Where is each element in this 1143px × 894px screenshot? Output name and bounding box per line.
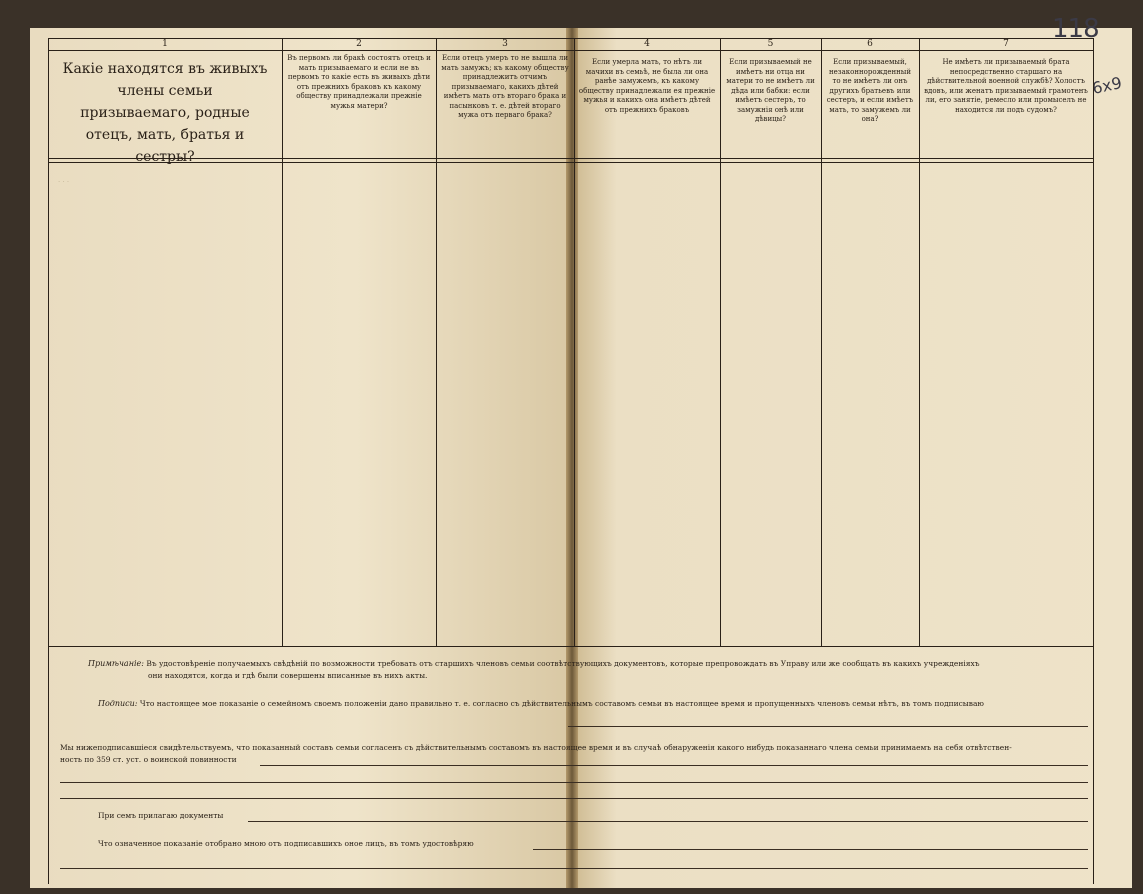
column-number-5: 5 <box>767 39 774 49</box>
witness-rule-3 <box>60 798 1088 799</box>
body-bottom-border <box>48 646 1094 647</box>
col-divider-4 <box>720 38 721 646</box>
column-header-4: Если умерла мать, то нѣтъ ли мачихи въ семьѣ, не была ли она ранѣе замужемъ, къ какому обществу принадлежали ея прежніе мужья и какихъ она имѣетъ дѣтей отъ прежнихъ браковъ <box>578 58 716 114</box>
column-header-1: Какіе находятся въ живыхъ члены семьи призываемаго, родные отецъ, мать, братья и сестры? <box>62 61 268 165</box>
witness-rule-2 <box>60 782 1088 783</box>
bleed-through-mark: · · · <box>58 178 70 186</box>
column-header-6: Если призываемый, незаконнорожденный то не имѣетъ ли онъ другихъ братьевъ или сестеръ, и если имѣетъ мать, то замужемъ ли она? <box>826 58 914 123</box>
signature-rule <box>568 726 1088 727</box>
column-number-4: 4 <box>644 39 650 49</box>
remark-label: Примѣчаніе: <box>88 659 144 668</box>
header-double-border <box>48 162 1094 163</box>
witness-text-2: ность по 359 ст. уст. о воинской повинности <box>60 755 237 764</box>
signature-text: Что настоящее мое показаніе о семейномъ своемъ положеніи дано правильно т. е. согласно съ дѣйствительнымъ составомъ семьи въ настоящее время и пропущенныхъ членовъ семьи нѣтъ, въ томъ подписываю <box>139 699 984 708</box>
witness-text-1: Мы нижеподписавшіеся свидѣтельствуемъ, что показанный составъ семьи согласенъ съ дѣйствительнымъ составомъ въ настоящее время и въ случаѣ обнаруженія какого нибудь показаннаго члена семьи принимаемъ на себя отвѣтствен- <box>60 743 1012 752</box>
col-divider-2 <box>436 38 437 646</box>
col-divider-1 <box>282 38 283 646</box>
attachments-text: При семъ прилагаю документы <box>98 811 224 820</box>
column-number-1: 1 <box>162 39 168 49</box>
signature-label: Подписи: <box>98 699 138 708</box>
page-number: 118 <box>1052 14 1099 44</box>
witness-rule-1 <box>260 765 1088 766</box>
table-right-border <box>1093 38 1094 884</box>
column-header-5: Если призываемый не имѣетъ ни отца ни матери то не имѣетъ ли дѣда или бабки: если имѣетъ сестеръ, то замужнія онѣ или дѣвицы? <box>726 58 815 123</box>
column-number-2: 2 <box>356 39 362 49</box>
column-number-7: 7 <box>1003 39 1009 49</box>
col-divider-3 <box>574 38 575 646</box>
remark-line-1 <box>88 658 1088 669</box>
bottom-rule <box>60 868 1088 869</box>
family-form-table <box>48 38 1094 884</box>
side-mark: 6х9 <box>1090 73 1124 98</box>
column-header-7: Не имѣетъ ли призываемый брата непосредственно старшаго на дѣйствительной военной службѣ? Холостъ вдовъ, или женатъ призываемый грамотенъ ли, его занятіе, ремесло или промыселъ не находится ли подъ судомъ? <box>924 58 1088 114</box>
col-divider-6 <box>919 38 920 646</box>
col-divider-5 <box>821 38 822 646</box>
signature-line <box>98 698 1088 709</box>
attachments-rule <box>248 821 1088 822</box>
column-number-3: 3 <box>502 39 508 49</box>
remark-text-1: Въ удостовѣреніе получаемыхъ свѣдѣній по возможности требовать отъ старшихъ членовъ семьи соотвѣтствующихъ документовъ, которые препровождать въ Управу или же сообщать въ какихъ учрежденіяхъ <box>146 659 980 668</box>
column-header-3: Если отецъ умеръ то не вышла ли мать замужъ; къ какому обществу принадлежитъ отчимъ призываемаго, какихъ дѣтей имѣетъ мать отъ втораго брака и пасынковъ т. е. дѣтей втораго мужа отъ перваго брака? <box>441 54 569 119</box>
remark-text-2: они находятся, когда и гдѣ были совершены вписанные въ нихъ акты. <box>148 671 428 680</box>
column-number-6: 6 <box>867 39 873 49</box>
verification-rule <box>533 849 1088 850</box>
verification-text: Что означенное показаніе отобрано мною отъ подписавшихъ оное лицъ, въ томъ удостовѣряю <box>98 839 474 848</box>
column-header-2: Въ первомъ ли бракѣ состоятъ отецъ и мать призываемаго и если не въ первомъ то какіе есть въ живыхъ дѣти отъ прежнихъ браковъ къ какому обществу принадлежали прежніе мужья матери? <box>287 54 431 110</box>
table-left-border <box>48 38 49 884</box>
